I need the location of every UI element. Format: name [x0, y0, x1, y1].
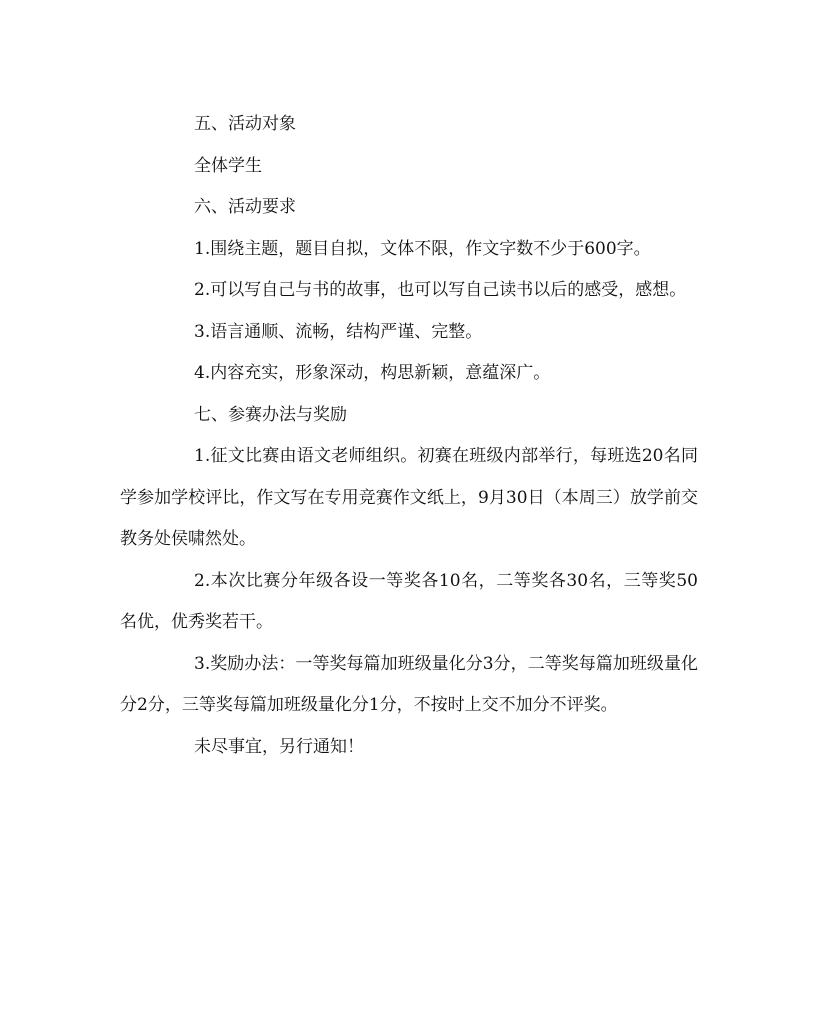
- closing-note: 未尽事宜，另行通知！: [194, 736, 364, 757]
- section-heading-5: 五、活动对象: [194, 114, 296, 134]
- method-1: 1.征文比赛由语文老师组织。初赛在班级内部举行，每班选20名同学参加学校评比，作文写在专用竞赛作文纸上，9月30日（本周三）放学前交教务处侯啸然处。: [120, 446, 698, 549]
- target-audience: 全体学生: [194, 155, 262, 176]
- section-heading-6: 六、活动要求: [194, 197, 296, 217]
- method-3: 3.奖励办法：一等奖每篇加班级量化分3分，二等奖每篇加班级量化分2分，三等奖每篇加班级量化分1分，不按时上交不加分不评奖。: [120, 653, 698, 715]
- requirement-2: 2.可以写自己与书的故事，也可以写自己读书以后的感受，感想。: [194, 280, 687, 300]
- section-heading-7: 七、参赛办法与奖励: [194, 404, 347, 425]
- requirement-3: 3.语言通顺、流畅，结构严谨、完整。: [194, 321, 483, 342]
- document-body: [120, 104, 698, 768]
- requirement-4: 4.内容充实，形象深动，构思新颖，意蕴深广。: [194, 363, 551, 383]
- method-2: 2.本次比赛分年级各设一等奖各10名，二等奖各30名，三等奖50名优，优秀奖若干。: [120, 570, 698, 632]
- requirement-1: 1.围绕主题，题目自拟，文体不限，作文字数不少于600字。: [194, 238, 651, 259]
